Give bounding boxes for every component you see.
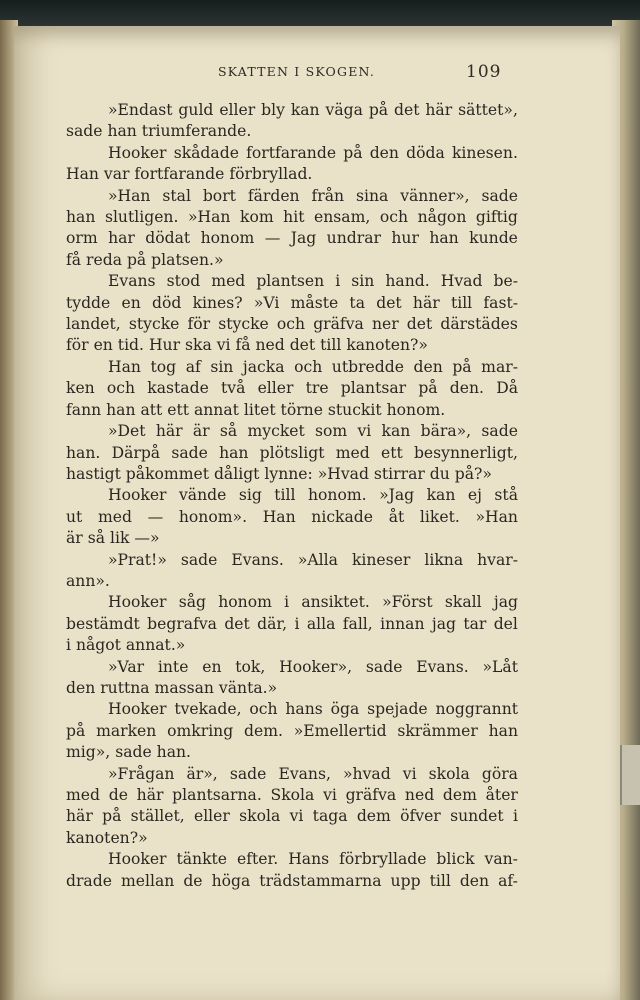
text-line: »Han stal bort färden från sina vänner», sade bbox=[108, 186, 518, 205]
text-line: på marken omkring dem. »Emellertid skrämmer han bbox=[66, 721, 518, 740]
text-line: Han tog af sin jacka och utbredde den på mar- bbox=[108, 357, 518, 376]
text-line: »Prat!» sade Evans. »Alla kineser likna hvar- bbox=[108, 550, 518, 569]
text-line: hastigt påkommet dåligt lynne: »Hvad stirrar du på?» bbox=[66, 464, 492, 483]
book-cover-edge bbox=[0, 0, 640, 26]
text-line: landet, stycke för stycke och gräfva ner det därstädes bbox=[66, 315, 518, 334]
text-line: fann han att ett annat litet törne stuckit honom. bbox=[66, 400, 446, 419]
text-line: få reda på platsen.» bbox=[66, 250, 224, 269]
text-line: Hooker tvekade, och hans öga spejade noggrannt bbox=[108, 700, 518, 719]
text-line: Hooker skådade fortfarande på den döda kinesen. bbox=[108, 143, 518, 162]
text-line: Hooker tänkte efter. Hans förbryllade blick van- bbox=[108, 850, 518, 869]
text-line: bestämdt begrafva det där, i alla fall, innan jag tar del bbox=[66, 614, 518, 633]
body-text bbox=[66, 100, 518, 892]
text-line: i något annat.» bbox=[66, 636, 186, 655]
text-line: mig», sade han. bbox=[66, 743, 192, 762]
text-line: »Det här är så mycket som vi kan bära», sade bbox=[108, 422, 518, 441]
text-line: ut med — honom». Han nickade åt liket. »Han bbox=[66, 507, 518, 526]
bookmark-tab bbox=[620, 745, 640, 805]
text-line: han. Därpå sade han plötsligt med ett besynnerligt, bbox=[66, 443, 518, 462]
text-line: den ruttna massan vänta.» bbox=[66, 678, 278, 697]
text-line: Hooker såg honom i ansiktet. »Först skall jag bbox=[108, 593, 518, 612]
text-line: »Var inte en tok, Hooker», sade Evans. »Låt bbox=[108, 657, 518, 676]
text-line: ann». bbox=[66, 571, 110, 590]
text-line: drade mellan de höga trädstammarna upp till den af- bbox=[66, 871, 518, 890]
text-line: för en tid. Hur ska vi få ned det till kanoten?» bbox=[66, 336, 428, 355]
text-line: »Frågan är», sade Evans, »hvad vi skola göra bbox=[108, 764, 518, 783]
text-line: Han var fortfarande förbryllad. bbox=[66, 165, 313, 184]
text-line: ken och kastade två eller tre plantsar på den. Då bbox=[66, 379, 518, 398]
text-line: Evans stod med plantsen i sin hand. Hvad be- bbox=[108, 272, 518, 291]
text-line: tydde en död kines? »Vi måste ta det här till fast- bbox=[66, 293, 518, 312]
text-line: sade han triumferande. bbox=[66, 122, 252, 141]
text-line: kanoten?» bbox=[66, 828, 148, 847]
text-line: orm har dödat honom — Jag undrar hur han kunde bbox=[66, 229, 518, 248]
running-header: SKATTEN I SKOGEN. bbox=[218, 64, 376, 79]
text-line: Hooker vände sig till honom. »Jag kan ej stå bbox=[108, 486, 518, 505]
text-line: »Endast guld eller bly kan väga på det här sättet», bbox=[108, 101, 518, 119]
text-line: är så lik —» bbox=[66, 529, 160, 548]
text-line: han slutligen. »Han kom hit ensam, och någon giftig bbox=[66, 208, 518, 227]
text-line: med de här plantsarna. Skola vi gräfva ned dem åter bbox=[66, 786, 518, 804]
page-number: 109 bbox=[466, 62, 502, 82]
text-line: här på stället, eller skola vi taga dem öfver sundet i bbox=[66, 807, 518, 826]
